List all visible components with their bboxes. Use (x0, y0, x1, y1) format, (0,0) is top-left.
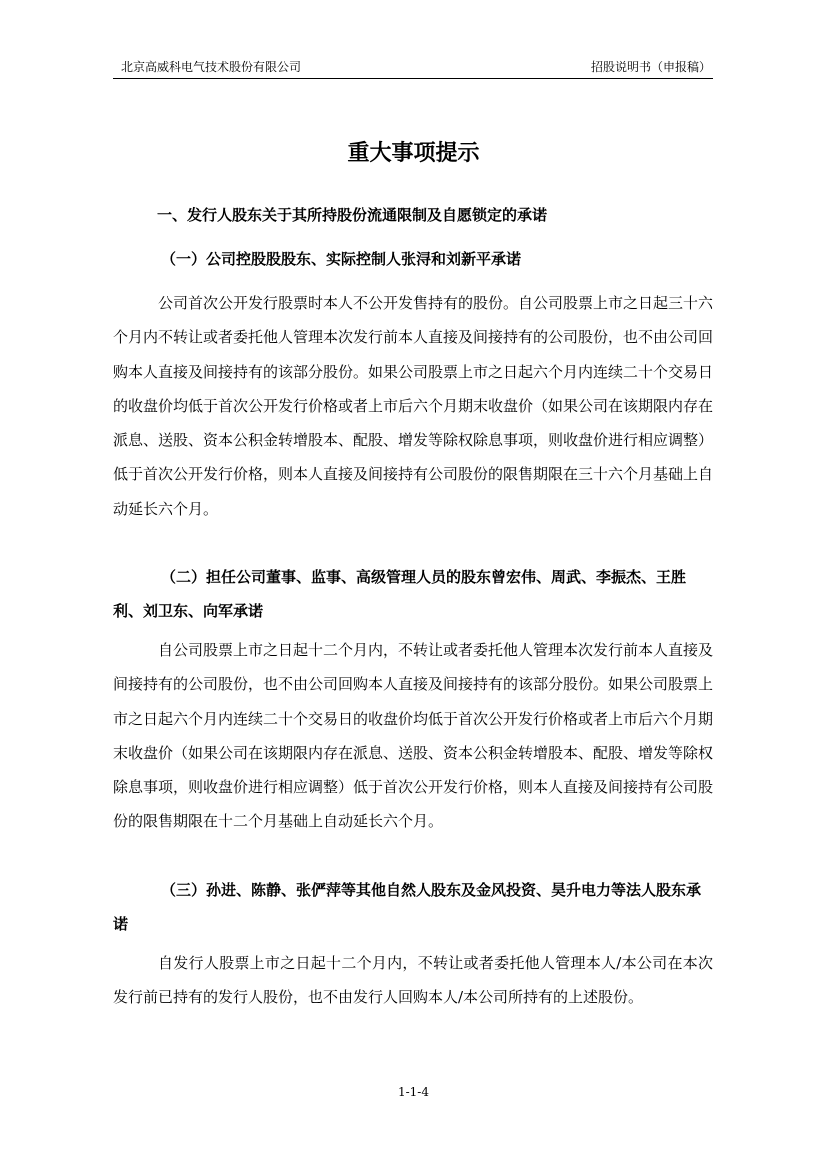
subsection-heading-2: （二）担任公司董事、监事、高级管理人员的股东曾宏伟、周武、李振杰、王胜利、刘卫东、向军承诺 (113, 568, 687, 620)
subsection-heading-1: （一）公司控股股股东、实际控制人张浔和刘新平承诺 (161, 250, 522, 268)
page-title: 重大事项提示 (347, 141, 480, 166)
header-doc-type: 招股说明书（申报稿） (590, 60, 711, 74)
page-number: 1-1-4 (397, 1085, 429, 1099)
subsection-body-3: 自发行人股票上市之日起十二个月内，不转让或者委托他人管理本人/本公司在本次发行前已持有的发行人股份，也不由发行人回购本人/本公司所持有的上述股份。 (113, 954, 713, 1007)
subsection-body-2: 自公司股票上市之日起十二个月内，不转让或者委托他人管理本次发行前本人直接及间接持有的公司股份，也不由公司回购本人直接及间接持有的该部分股份。如果公司股票上市之日起六个月内连续二十个交易日的收盘价均低于首次公开发行价格或者上市后六个月期末收盘价（如果公司在该期限内存在派息、送股、资本公积金转增股本、配股、增发等除权除息事项，则收盘价进行相应调整）低于首次公开发行价格，则本人直接及间接持有公司股份的限售期限在十二个月基础上自动延长六个月。 (113, 641, 714, 831)
header-company: 北京高威科电气技术股份有限公司 (121, 60, 302, 74)
subsection-body-1: 公司首次公开发行股票时本人不公开发售持有的股份。自公司股票上市之日起三十六个月内不转让或者委托他人管理本次发行前本人直接及间接持有的公司股份，也不由公司回购本人直接及间接持有的该部分股份。如果公司股票上市之日起六个月内连续二十个交易日的收盘价均低于首次公开发行价格或者上市后六个月期末收盘价（如果公司在该期限内存在派息、送股、资本公积金转增股本、配股、增发等除权除息事项，则收盘价进行相应调整）低于首次公开发行价格，则本人直接及间接持有公司股份的限售期限在三十六个月基础上自动延长六个月。 (113, 294, 714, 518)
header-divider (113, 78, 713, 79)
section-heading: 一、发行人股东关于其所持股份流通限制及自愿锁定的承诺 (157, 206, 548, 224)
subsection-heading-3: （三）孙进、陈静、张俨萍等其他自然人股东及金风投资、昊升电力等法人股东承诺 (113, 881, 702, 933)
